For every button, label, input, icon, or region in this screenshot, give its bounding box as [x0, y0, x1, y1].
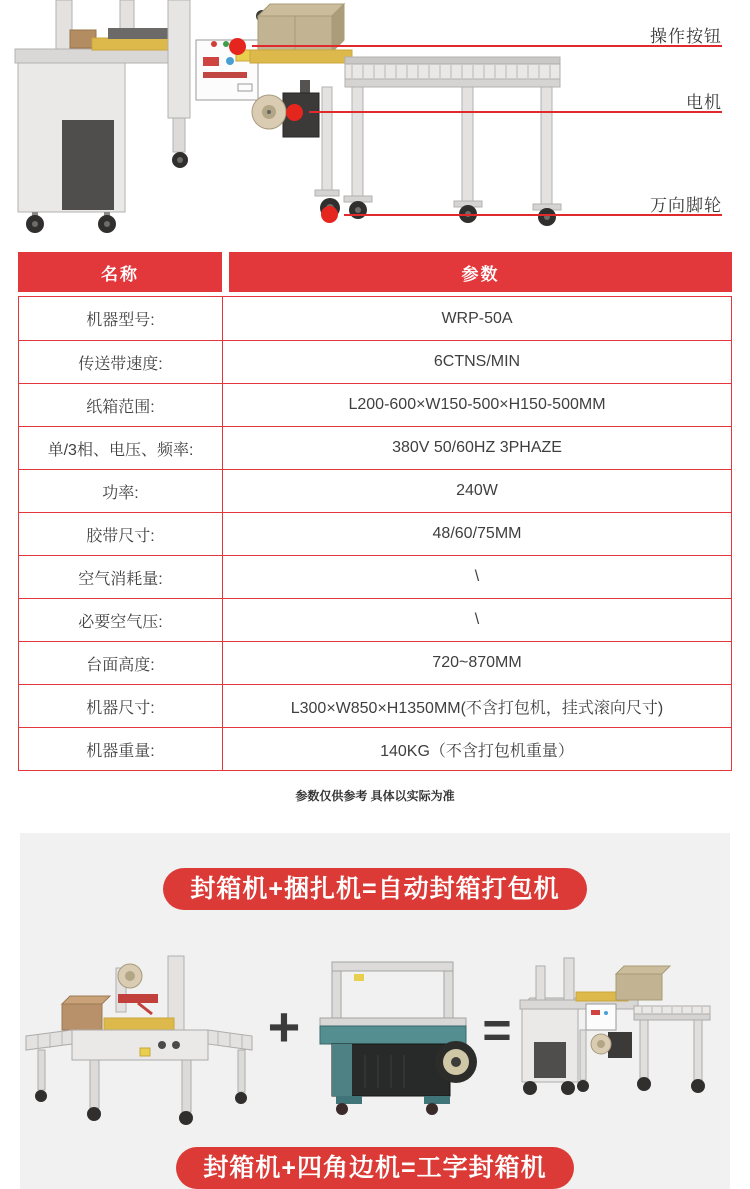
table-row [19, 598, 731, 641]
spec-value-cell: L300×W850×H1350MM(不含打包机，挂式滚向尺寸) [290, 699, 664, 717]
spec-name-cell: 传送带速度: [19, 341, 223, 383]
spec-value-cell: 6CTNS/MIN [433, 353, 521, 370]
callout-label-caster: 万向脚轮 [650, 196, 722, 215]
spec-value-cell: 140KG（不含打包机重量） [380, 742, 574, 760]
spec-name-cell: 必要空气压: [19, 599, 223, 641]
spec-name-cell: 功率: [19, 470, 223, 512]
table-row [19, 727, 731, 770]
combo-banner-top: 封箱机+捆扎机=自动封箱打包机 [163, 868, 586, 910]
combo-machines-row [20, 910, 730, 1126]
spec-value-cell: 240W [456, 482, 498, 499]
spec-name-cell: 机器尺寸: [19, 685, 223, 727]
spec-header-params: 参数 [229, 252, 732, 292]
spec-name-cell: 机器型号: [19, 297, 223, 340]
spec-footnote: 参数仅供参考 具体以实际为准 [295, 789, 455, 803]
callout-label-motor: 电机 [686, 93, 722, 112]
callout-dot-motor [286, 104, 303, 121]
table-row [19, 641, 731, 684]
spec-header-name: 名称 [18, 252, 222, 292]
table-row [19, 684, 731, 727]
spec-table [18, 252, 732, 804]
table-row [19, 383, 731, 426]
spec-name-cell: 单/3相、电压、频率: [19, 427, 223, 469]
combo-section [20, 833, 730, 1189]
spec-value-cell: WRP-50A [441, 309, 513, 327]
callout-label-operation-button: 操作按钮 [650, 27, 722, 46]
spec-name-cell: 胶带尺寸: [19, 513, 223, 555]
spec-value-cell: 48/60/75MM [432, 525, 522, 542]
spec-value-cell: 380V 50/60HZ 3PHAZE [392, 439, 562, 456]
table-row [19, 340, 731, 383]
table-row [19, 555, 731, 598]
machine-photo-illustration [0, 0, 620, 238]
plus-sign: + [267, 995, 301, 1058]
table-row [19, 426, 731, 469]
callout-dot-operation-button [229, 38, 246, 55]
combo-machines-illustration [20, 910, 730, 1126]
spec-value-cell: 720~870MM [432, 654, 522, 671]
spec-name-cell: 纸箱范围: [19, 384, 223, 426]
spec-value-cell: \ [474, 568, 480, 585]
callout-line-motor [309, 111, 722, 113]
spec-table-body [18, 296, 732, 771]
spec-value-cell: L200-600×W150-500×H150-500MM [348, 396, 606, 413]
hero-section [0, 0, 750, 238]
callout-dot-caster [321, 206, 338, 223]
equals-sign: = [482, 1002, 512, 1058]
table-row [19, 297, 731, 340]
spec-table-header [18, 252, 732, 292]
spec-name-cell: 空气消耗量: [19, 556, 223, 598]
spec-value-cell: \ [474, 611, 480, 628]
combo-banner-bottom: 封箱机+四角边机=工字封箱机 [176, 1147, 573, 1189]
spec-name-cell: 机器重量: [19, 728, 223, 770]
table-row [19, 469, 731, 512]
spec-name-cell: 台面高度: [19, 642, 223, 684]
table-row [19, 512, 731, 555]
